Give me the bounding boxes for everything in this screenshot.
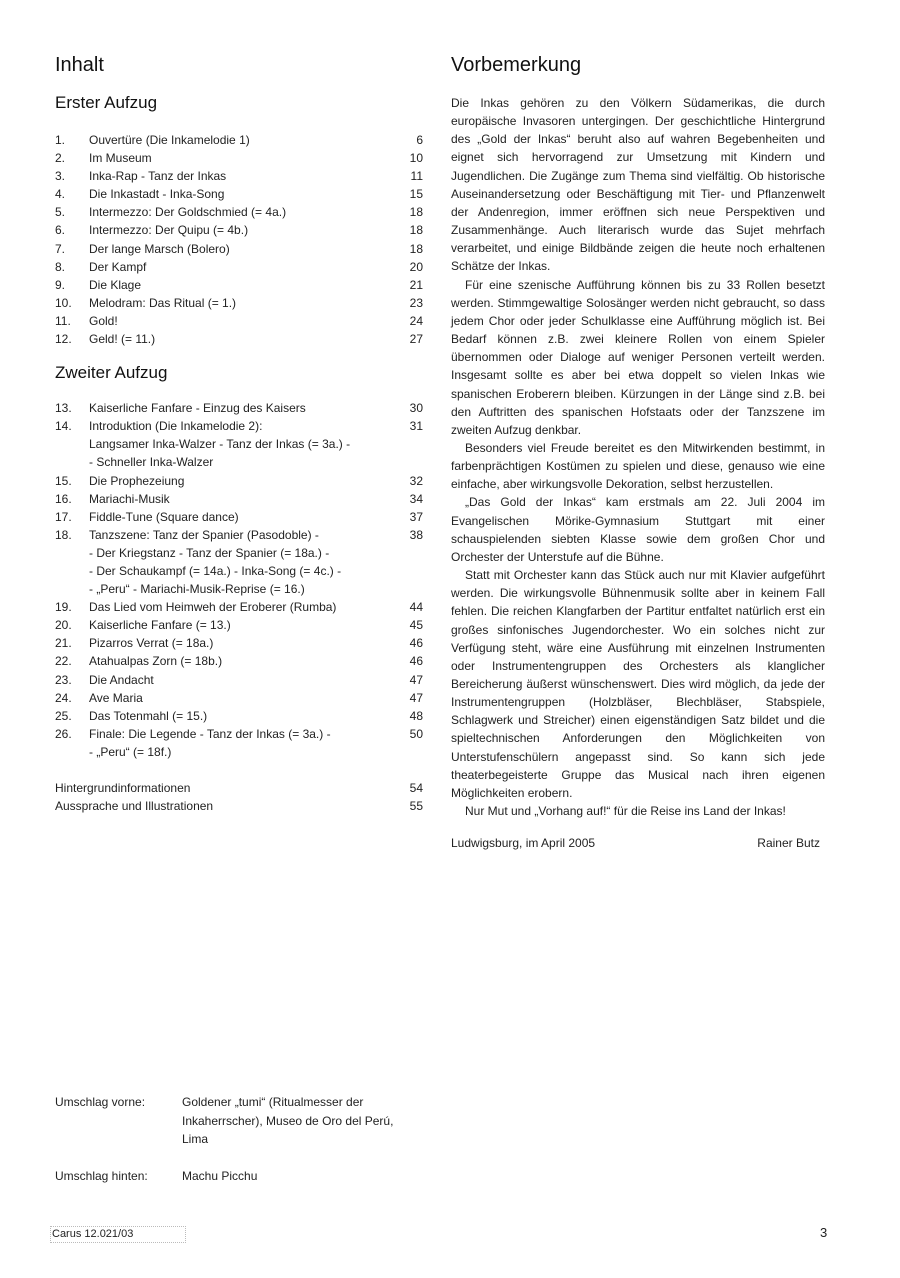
toc-entry: 24. Ave Maria 47 bbox=[55, 690, 423, 705]
toc-entry: 20. Kaiserliche Fanfare (= 13.) 45 bbox=[55, 618, 423, 633]
toc-entry: 4. Die Inkastadt - Inka-Song 15 bbox=[55, 187, 423, 202]
preface-column bbox=[451, 52, 825, 850]
back-cover-value: Machu Picchu bbox=[182, 1168, 258, 1183]
place-date: Ludwigsburg, im April 2005 bbox=[451, 836, 596, 851]
toc-entry: 16. Mariachi-Musik 34 bbox=[55, 491, 423, 506]
toc-entry: Hintergrundinformationen 54 bbox=[55, 781, 423, 795]
back-cover-credit bbox=[55, 1167, 422, 1186]
toc-entry: Aussprache und Illustrationen 55 bbox=[55, 799, 423, 814]
catalog-code: Carus 12.021/03 bbox=[50, 1226, 186, 1243]
cover-credits bbox=[55, 1093, 422, 1203]
act2-list bbox=[55, 399, 423, 761]
act1-title: Erster Aufzug bbox=[55, 93, 158, 112]
toc-entry: 14. Introduktion (Die Inkamelodie 2): Langsamer Inka-Walzer - Tanz der Inkas (= 3a.) - - Schneller Inka-Walzer 31 bbox=[55, 419, 423, 470]
toc-heading: Inhalt bbox=[55, 54, 104, 76]
toc-entry: 17. Fiddle-Tune (Square dance) 37 bbox=[55, 509, 423, 524]
toc-entry: 6. Intermezzo: Der Quipu (= 4b.) 18 bbox=[55, 223, 423, 238]
preface-paragraph: Die Inkas gehören zu den Völkern Südamerikas, die durch europäische Invasoren untergingen. Der geschichtliche Hintergrund des „Gold der Inkas“ beruht also auf wahren Begebenheiten und eignet sich hervorragend zur Umsetzung mit Kindern und Jugendlichen. Die Zugänge zum Thema sind vielfältig. Ob historische Auseinandersetzung oder Beschäftigung mit Tier- und Pflanzenwelt der Andenregion, immer eröffnen sich neue Perspektiven und Zusammenhänge. Auch literarisch wurde das Sujet mehrfach verarbeitet, und einige Bildbände zeigen die heute noch erhaltenen Schätze der Inkas. bbox=[451, 96, 825, 274]
toc-entry: 15. Die Prophezeiung 32 bbox=[55, 473, 423, 488]
preface-paragraph: „Das Gold der Inkas“ kam erstmals am 22. Juli 2004 im Evangelischen Mörike-Gymnasium Stuttgart mit einer schauspielenden siebten Klasse sowie dem großen Chor und Orchester der Unterstufe auf die Bühne. bbox=[451, 495, 825, 564]
toc-entry: 8. Der Kampf 20 bbox=[55, 259, 423, 274]
author: Rainer Butz bbox=[757, 836, 820, 851]
preface-heading: Vorbemerkung bbox=[451, 54, 582, 76]
page-number: 3 bbox=[820, 1225, 828, 1240]
back-cover-label: Umschlag hinten: bbox=[55, 1168, 148, 1183]
preface-body bbox=[451, 94, 825, 820]
toc-entry: 22. Atahualpas Zorn (= 18b.) 46 bbox=[55, 654, 423, 669]
toc-entry: 13. Kaiserliche Fanfare - Einzug des Kaisers 30 bbox=[55, 401, 423, 416]
toc-entry: 23. Die Andacht 47 bbox=[55, 672, 423, 687]
front-cover-credit bbox=[55, 1093, 422, 1149]
toc-entry: 26. Finale: Die Legende - Tanz der Inkas (= 3a.) - - „Peru“ (= 18f.) 50 bbox=[55, 726, 423, 759]
toc-entry: 3. Inka-Rap - Tanz der Inkas 11 bbox=[55, 169, 423, 184]
toc-entry: 12. Geld! (= 11.) 27 bbox=[55, 332, 423, 347]
toc-entry: 10. Melodram: Das Ritual (= 1.) 23 bbox=[55, 295, 423, 310]
preface-paragraph: Für eine szenische Aufführung können bis zu 33 Rollen besetzt werden. Stimmgewaltige Solosänger werden nicht gebraucht, so dass jedem Chor oder jeder Schulklasse eine Aufführung möglich ist. Bei Bedarf können z.B. zwei kleinere Rollen von einem Spieler übernommen oder Dialoge auf weniger Personen verteilt werden. Insgesamt sollte es aber bei etwa doppelt so vielen Inkas wie spanischen Eroberern bleiben. Kürzungen in der Länge sind z.B. bei den Auftritten des spanischen Hofstaats oder der Tanzszene im zweiten Aufzug denkbar. bbox=[451, 277, 825, 437]
preface-paragraph: Besonders viel Freude bereitet es den Mitwirkenden bestimmt, in farbenprächtigen Kostümen zu spielen und diese, genauso wie eine einfache, aber wirkungsvolle Dekoration, selbst herzustellen. bbox=[451, 440, 825, 492]
toc-entry: 9. Die Klage 21 bbox=[55, 277, 423, 292]
act1-list bbox=[55, 131, 423, 348]
toc-entry: 18. Tanzszene: Tanz der Spanier (Pasodoble) - - Der Kriegstanz - Tanz der Spanier (= 18a.) - - Der Schaukampf (= 14a.) - Inka-Song (= 4c.) - - „Peru“ - Mariachi-Musik-Reprise (= 16.) 38 bbox=[55, 527, 423, 597]
preface-paragraph: Nur Mut und „Vorhang auf!“ für die Reise ins Land der Inkas! bbox=[465, 804, 786, 819]
toc-entry: 5. Intermezzo: Der Goldschmied (= 4a.) 18 bbox=[55, 205, 423, 220]
front-cover-value: Goldener „tumi“ (Ritualmesser der Inkaherrscher), Museo de Oro del Perú, Lima bbox=[182, 1095, 394, 1146]
front-cover-label: Umschlag vorne: bbox=[55, 1095, 146, 1109]
toc-entry: 19. Das Lied vom Heimweh der Eroberer (Rumba) 44 bbox=[55, 600, 423, 615]
signature-line bbox=[451, 836, 825, 850]
preface-paragraph: Statt mit Orchester kann das Stück auch nur mit Klavier aufgeführt werden. Die wirkungsvolle Bühnenmusik sollte aber in keinem Fall fehlen. Die reichen Klangfarben der Partitur entfaltet natürlich erst ein großes sinfonisches Jugendorchester. Wo ein solches nicht zur Verfügung steht, wäre eine Ausführung mit einzelnen Instrumenten oder Instrumentengruppen des Orchesters als klanglicher Bereicherung äußerst wünschenswert. Dies wird möglich, da jede der Instrumentengruppen (Holzbläser, Blechbläser, Stabspiele, Schlagwerk und Streicher) einen eigenständigen Satz bildet und die spieltechnischen Anforderungen den Möglichkeiten von Unterstufenschülern angepasst sind. So kann sich jede theaterbegeisterte Gruppe das Musical nach ihren eigenen Möglichkeiten erobern. bbox=[451, 568, 825, 800]
toc-entry: 2. Im Museum 10 bbox=[55, 151, 423, 166]
toc-entry: 25. Das Totenmahl (= 15.) 48 bbox=[55, 708, 423, 723]
extras-list bbox=[55, 779, 423, 815]
toc-entry: 7. Der lange Marsch (Bolero) 18 bbox=[55, 241, 423, 256]
toc-column bbox=[55, 52, 423, 815]
toc-entry: 21. Pizarros Verrat (= 18a.) 46 bbox=[55, 636, 423, 651]
toc-entry: 1. Ouvertüre (Die Inkamelodie 1) 6 bbox=[55, 133, 423, 147]
toc-entry: 11. Gold! 24 bbox=[55, 313, 423, 328]
act2-title: Zweiter Aufzug bbox=[55, 363, 168, 383]
